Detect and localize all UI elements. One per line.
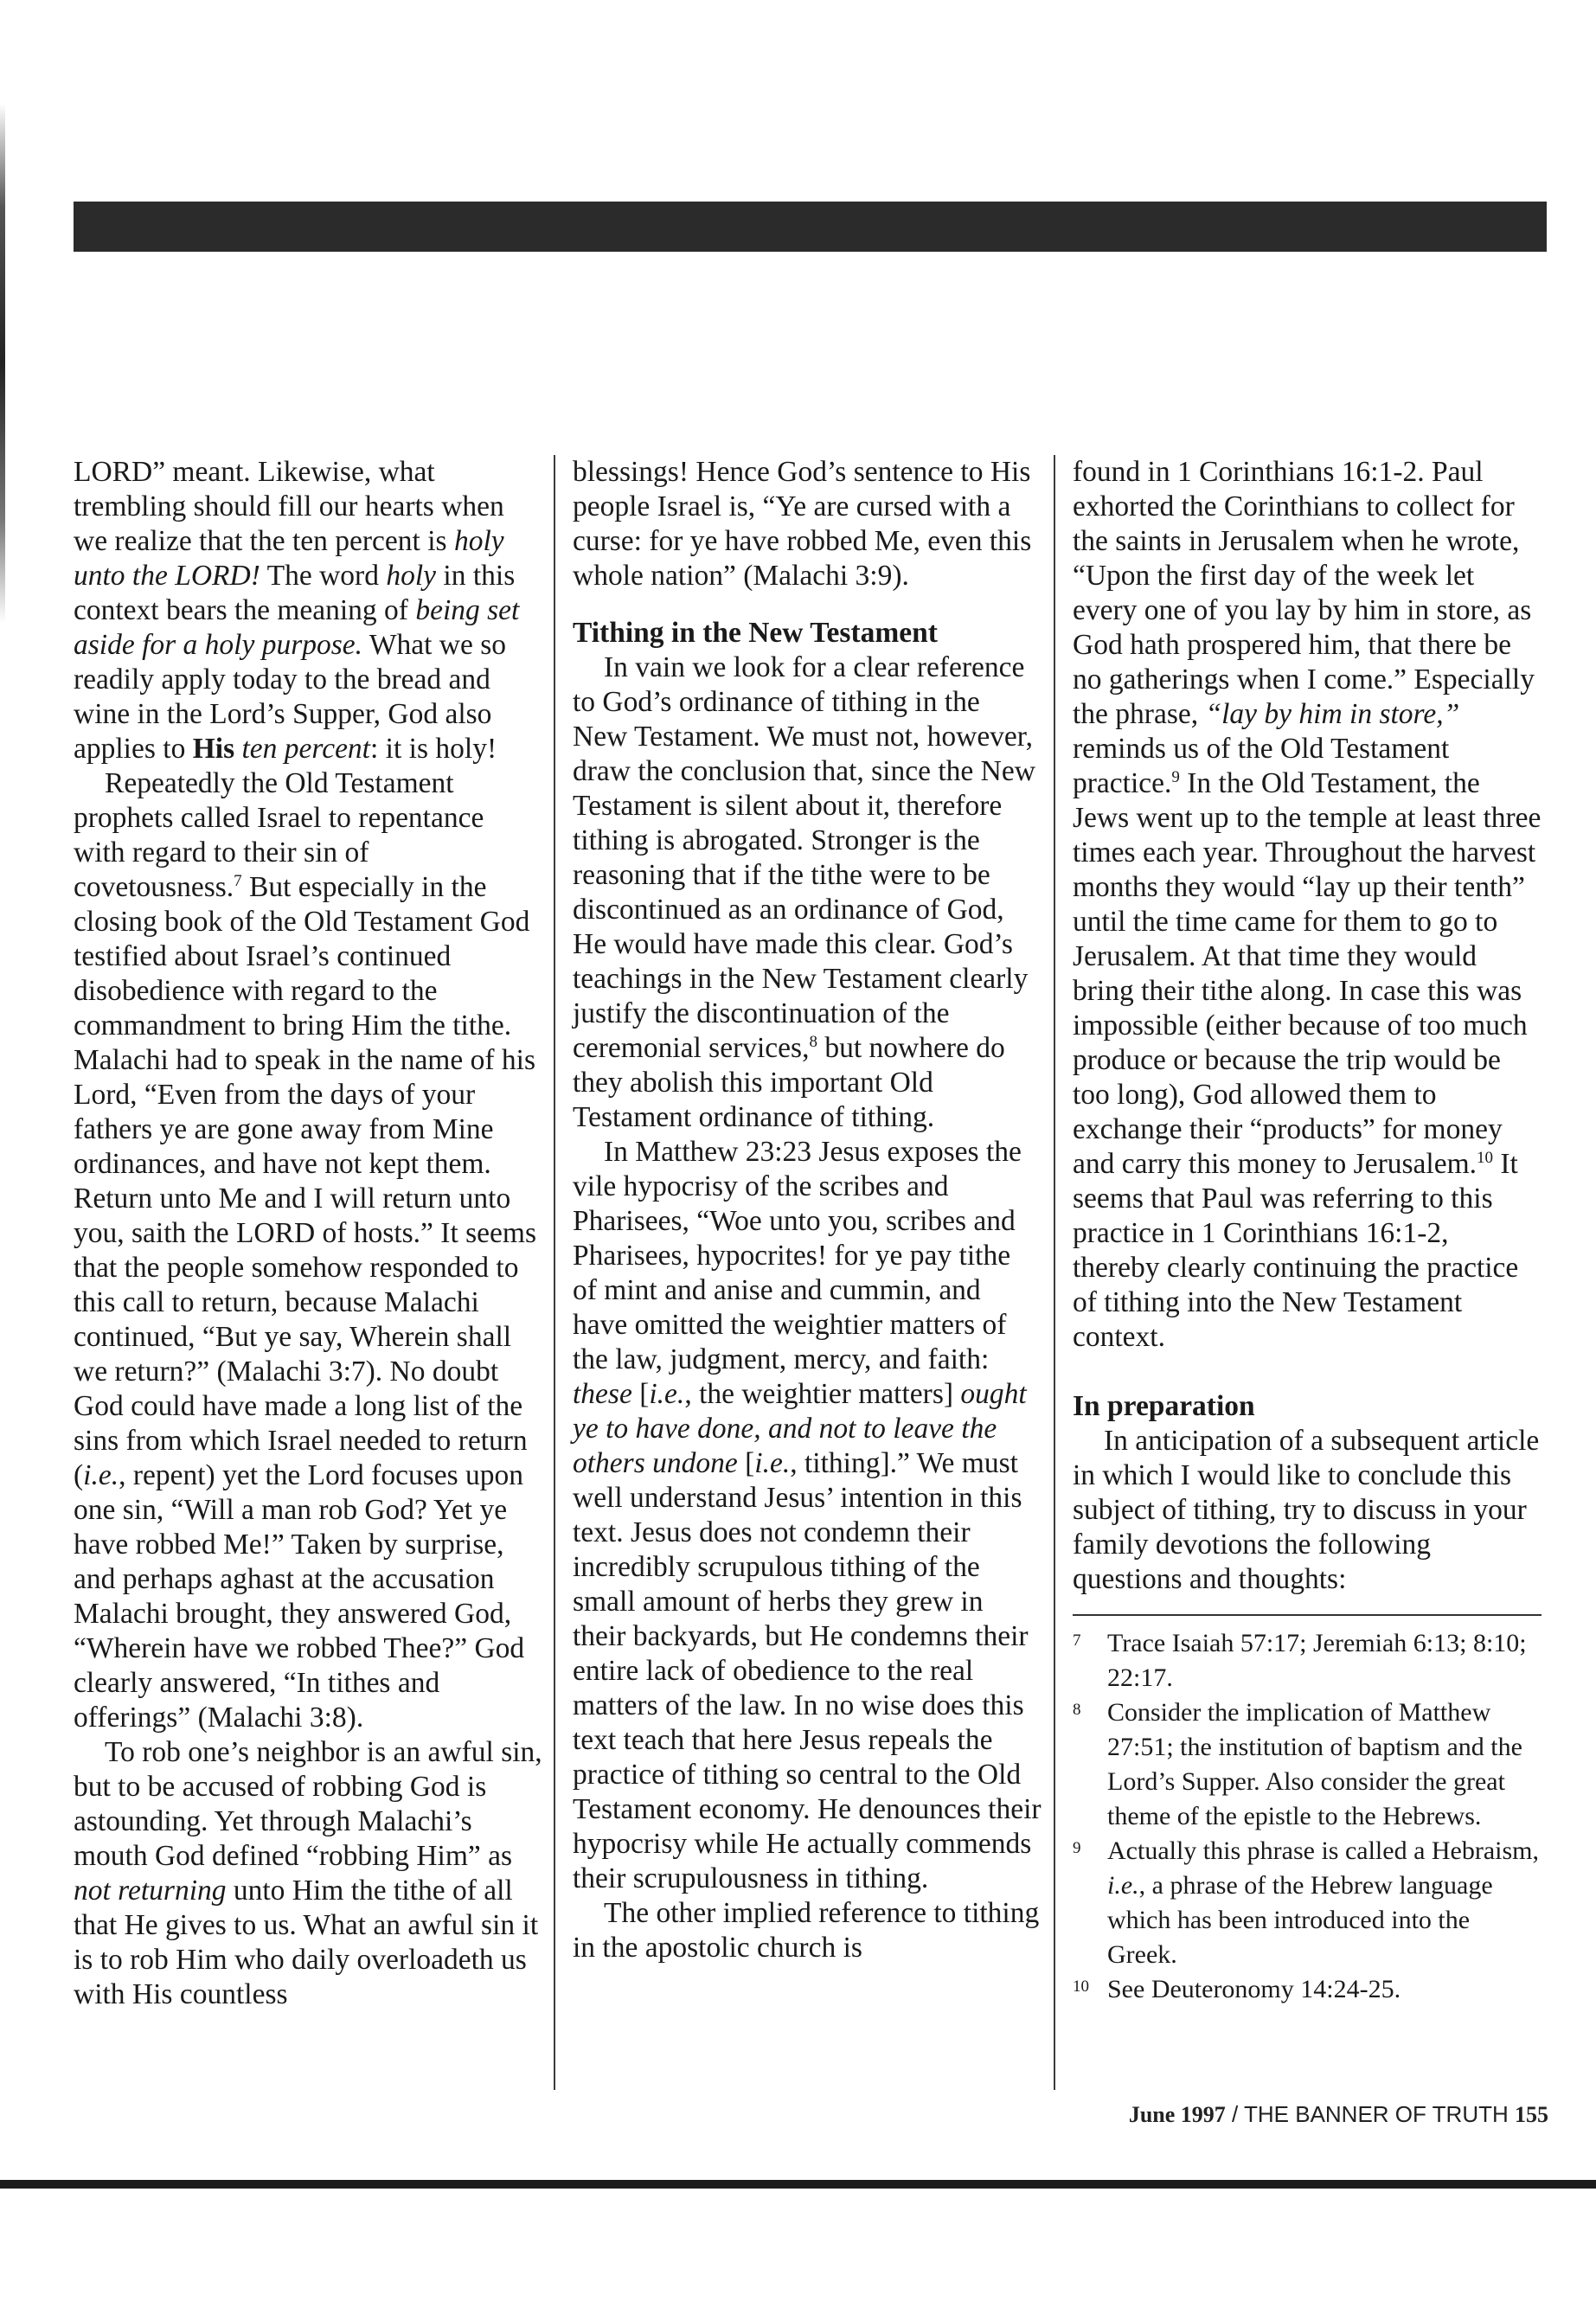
column-3 xyxy=(1073,455,1542,2007)
footnote xyxy=(1073,1834,1542,1972)
footnote-text: See Deuteronomy 14:24-25. xyxy=(1107,1975,1401,2003)
footnote-number: 9 xyxy=(1073,1839,1081,1857)
footnote-ref-10: 10 xyxy=(1477,1148,1494,1167)
page-folio: June 1997 / THE BANNER OF TRUTH 155 xyxy=(1128,2101,1548,2127)
footnote xyxy=(1073,1695,1542,1834)
column-divider xyxy=(554,455,555,2090)
footnote-text: Trace Isaiah 57:17; Jeremiah 6:13; 8:10; 22:17. xyxy=(1107,1629,1527,1692)
scan-edge-shadow xyxy=(0,104,5,623)
footnote-text: Consider the implication of Matthew 27:51; the institution of baptism and the Lord’s Supper. Also consider the great theme of the epistle to the Hebrews. xyxy=(1107,1698,1522,1830)
footnote xyxy=(1073,1972,1542,2007)
footnote-ref-7: 7 xyxy=(234,871,242,890)
section-heading: In preparation xyxy=(1073,1390,1255,1422)
footnote-ref-9: 9 xyxy=(1171,767,1180,786)
footnote-text: Actually this phrase is called a Hebraism, i.e., a phrase of the Hebrew language which has been introduced into the Greek. xyxy=(1107,1836,1540,1969)
header-bar xyxy=(74,202,1547,252)
bottom-rule xyxy=(0,2180,1596,2189)
page-number: 155 xyxy=(1515,2102,1548,2127)
paragraph: found in 1 Corinthians 16:1-2. Paul exhorted the Corinthians to collect for the saints in Jerusalem when he wrote, “Upon the first day of the week let every one of you lay by him in store, as God hath prospered him, that there be no gatherings when I come.” Especially the phrase, “lay by him in store,” reminds us of the Old Testament practice.$^9$ In the Old Testament, the Jews went up to the temple at least three times each year. Throughout the harvest months they would “lay up their tenth” until the time came for them to go to Jerusalem. At that time they would bring their tithe along. In case this was impossible (either because of too much produce or because the trip would be too long), God allowed them to exchange their “products” for money and carry this money to Jerusalem.$^{10}$ It seems that Paul was referring to this practice in 1 Corinthians 16:1-2, thereby clearly continuing the practice of tithing into the New Testament context. xyxy=(1073,456,1542,1353)
column-1 xyxy=(74,455,542,2012)
column-divider xyxy=(1054,455,1055,2090)
column-2 xyxy=(573,455,1042,1965)
paragraph: In vain we look for a clear reference to God’s ordinance of tithing in the New Testament. We must not, however, draw the conclusion that, since the New Testament is silent about it, therefore tithing is abrogated. Stronger is the reasoning that if the tithe were to be discontinued as an ordinance of God, He would have made this clear. God’s teachings in the New Testament clearly justify the discontinuation of the ceremonial services,$^8$ but nowhere do they abolish this important Old Testament ordinance of tithing. xyxy=(573,651,1035,1133)
footnote-ref-8: 8 xyxy=(809,1032,817,1051)
section-heading: Tithing in the New Testament xyxy=(573,617,938,649)
footnote xyxy=(1073,1626,1542,1695)
paragraph: In Matthew 23:23 Jesus exposes the vile hypocrisy of the scribes and Pharisees, “Woe unto you, scribes and Pharisees, hypocrites! for ye pay tithe of mint and anise and cummin, and have omitted the weightier matters of the law, judgment, mercy, and faith: these [i.e., the weightier matters] ought ye to have done, and not to leave the others undone [i.e., tithing].” We must well understand Jesus’ intention in this text. Jesus does not condemn their incredibly scrupulous tithing of the small amount of herbs they grew in their backyards, but He condemns their entire lack of obedience to the real matters of the law. In no wise does this text teach that here Jesus repeals the practice of tithing so central to the Old Testament economy. He denounces their hypocrisy while He actually commends their scrupulousness in tithing. xyxy=(573,1136,1042,1894)
issue-date: June 1997 xyxy=(1128,2102,1226,2127)
footnote-number: 8 xyxy=(1073,1701,1081,1719)
paragraph: Repeatedly the Old Testament prophets called Israel to repentance with regard to their sin of covetousness.$^7$ But especially in the closing book of the Old Testament God testified about Israel’s continued disobedience with regard to the commandment to bring Him the tithe. Malachi had to speak in the name of his Lord, “Even from the days of your fathers ye are gone away from Mine ordinances, and have not kept them. Return unto Me and I will return unto you, saith the LORD of hosts.” It seems that the people somehow responded to this call to return, because Malachi continued, “But ye say, Wherein shall we return?” (Malachi 3:7). No doubt God could have made a long list of the sins from which Israel needed to return (i.e., repent) yet the Lord focuses upon one sin, “Will a man rob God? Yet ye have robbed Me!” Taken by surprise, and perhaps aghast at the accusation Malachi brought, they answered God, “Wherein have we robbed Thee?” God clearly answered, “In tithes and offerings” (Malachi 3:8). xyxy=(74,767,537,1734)
footnote-rule xyxy=(1073,1614,1542,1616)
paragraph: In anticipation of a subsequent article in which I would like to conclude this subject of tithing, try to discuss in your family devotions the following questions and thoughts: xyxy=(1073,1425,1540,1595)
footnote-number: 10 xyxy=(1073,1977,1089,1996)
paragraph: LORD” meant. Likewise, what trembling should fill our hearts when we realize that the ten percent is holy unto the LORD! The word holy in this context bears the meaning of being set aside for a holy purpose. What we so readily apply today to the bread and wine in the Lord’s Supper, God also applies to His ten percent: it is holy! xyxy=(74,456,520,765)
paragraph: To rob one’s neighbor is an awful sin, but to be accused of robbing God is astounding. Yet through Malachi’s mouth God defined “robbing Him” as not returning unto Him the tithe of all that He gives to us. What an awful sin it is to rob Him who daily overloadeth us with His countless xyxy=(74,1736,542,2010)
paragraph: The other implied reference to tithing in the apostolic church is xyxy=(573,1897,1040,1964)
paragraph: blessings! Hence God’s sentence to His people Israel is, “Ye are cursed with a curse: for ye have robbed Me, even this whole nation” (Malachi 3:9). xyxy=(573,456,1032,592)
footnote-number: 7 xyxy=(1073,1631,1081,1650)
magazine-title: THE BANNER OF TRUTH xyxy=(1244,2101,1509,2127)
